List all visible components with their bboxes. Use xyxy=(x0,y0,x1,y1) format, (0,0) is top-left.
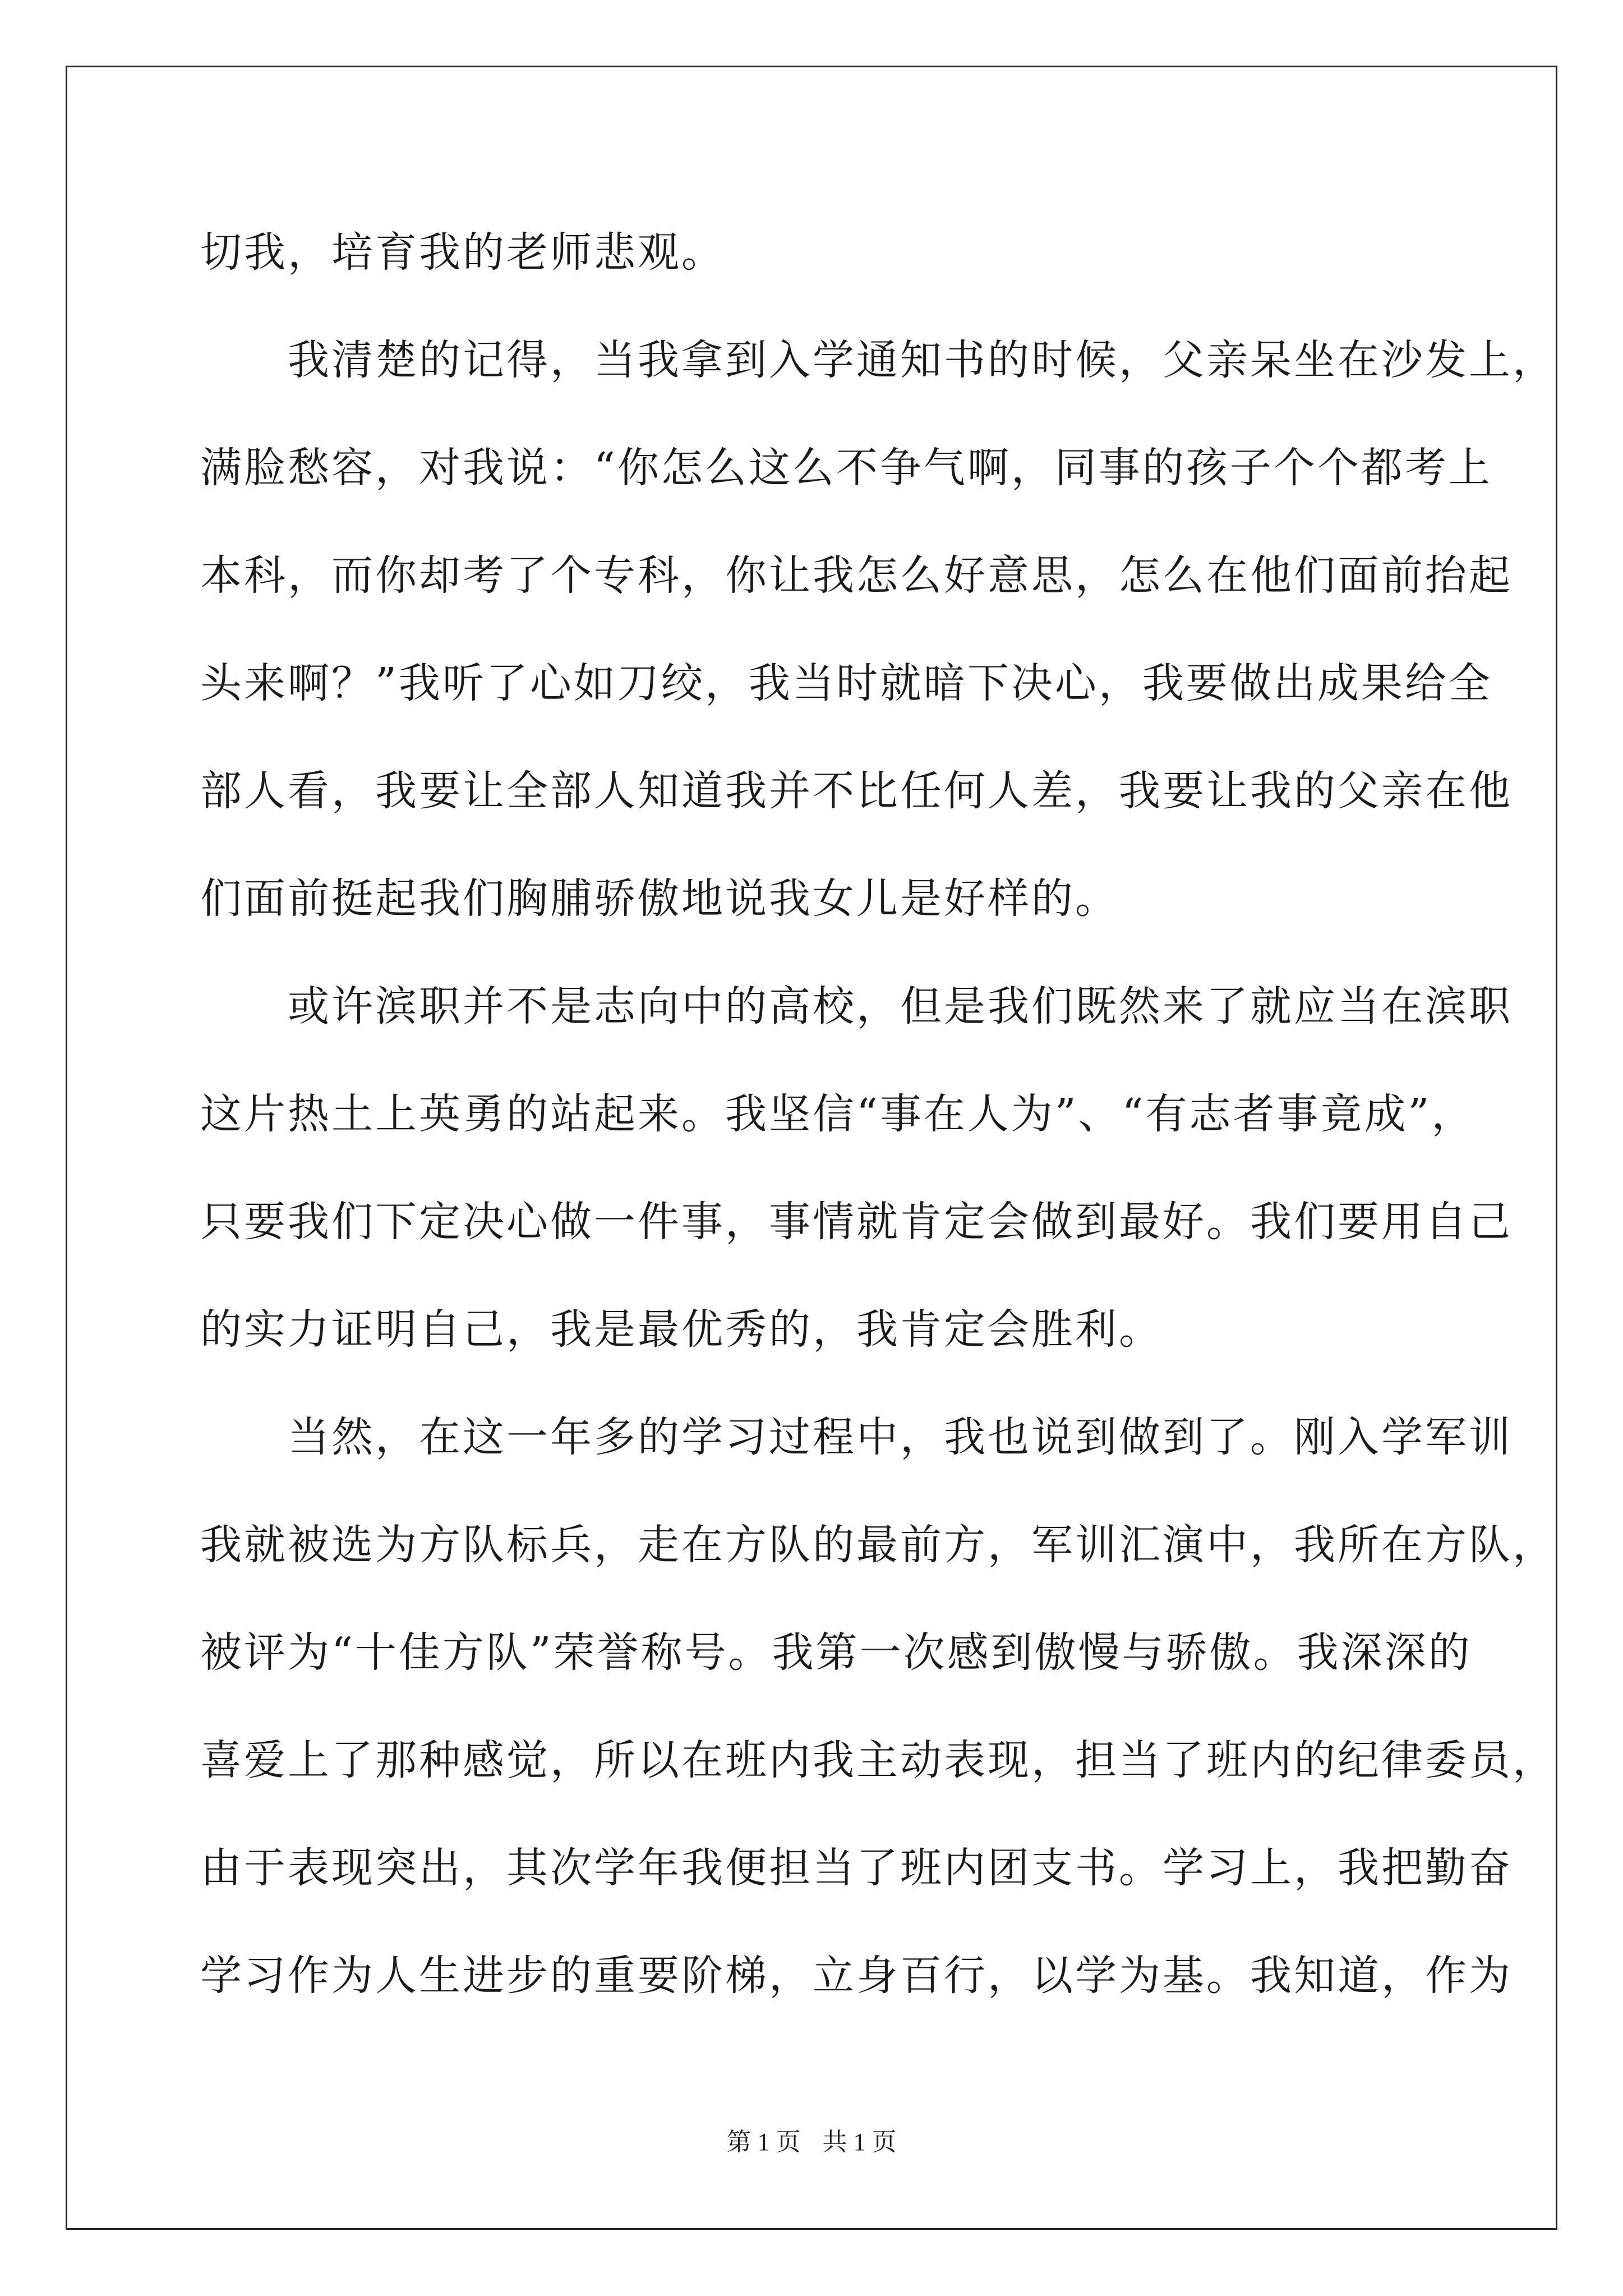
page-footer xyxy=(0,2122,1623,2157)
page-number: 第 1 页 xyxy=(726,2128,801,2156)
text-line: 部人看，我要让全部人知道我并不比任何人差，我要让我的父亲在他 xyxy=(200,767,1513,815)
text-line: 们面前挺起我们胸脯骄傲地说我女儿是好样的。 xyxy=(200,875,1119,923)
text-line: 只要我们下定决心做一件事，事情就肯定会做到最好。我们要用自己 xyxy=(200,1198,1513,1246)
text-line: 我清楚的记得，当我拿到入学通知书的时候，父亲呆坐在沙发上， xyxy=(200,336,1556,384)
text-line: 或许滨职并不是志向中的高校，但是我们既然来了就应当在滨职 xyxy=(200,982,1513,1030)
text-line: 我就被选为方队标兵，走在方队的最前方，军训汇演中，我所在方队， xyxy=(200,1521,1556,1569)
text-line: 由于表现突出，其次学年我便担当了班内团支书。学习上，我把勤奋 xyxy=(200,1844,1513,1892)
text-line: 头来啊？”我听了心如刀绞，我当时就暗下决心，我要做出成果给全 xyxy=(200,659,1492,707)
text-line: 被评为“十佳方队”荣誉称号。我第一次感到傲慢与骄傲。我深深的 xyxy=(200,1628,1472,1677)
text-line: 这片热土上英勇的站起来。我坚信“事在人为”、“有志者事竟成”， xyxy=(200,1090,1476,1138)
text-line: 的实力证明自己，我是最优秀的，我肯定会胜利。 xyxy=(200,1305,1163,1354)
text-line: 切我，培育我的老师悲观。 xyxy=(200,228,725,277)
text-line: 本科，而你却考了个专科，你让我怎么好意思，怎么在他们面前抬起 xyxy=(200,551,1513,600)
page-total: 共 1 页 xyxy=(822,2128,897,2156)
text-line: 满脸愁容，对我说：“你怎么这么不争气啊，同事的孩子个个都考上 xyxy=(200,444,1492,492)
text-line: 当然，在这一年多的学习过程中，我也说到做到了。刚入学军训 xyxy=(200,1413,1513,1461)
text-line: 喜爱上了那种感觉，所以在班内我主动表现，担当了班内的纪律委员， xyxy=(200,1736,1556,1784)
text-line: 学习作为人生进步的重要阶梯，立身百行，以学为基。我知道，作为 xyxy=(200,1952,1513,2000)
